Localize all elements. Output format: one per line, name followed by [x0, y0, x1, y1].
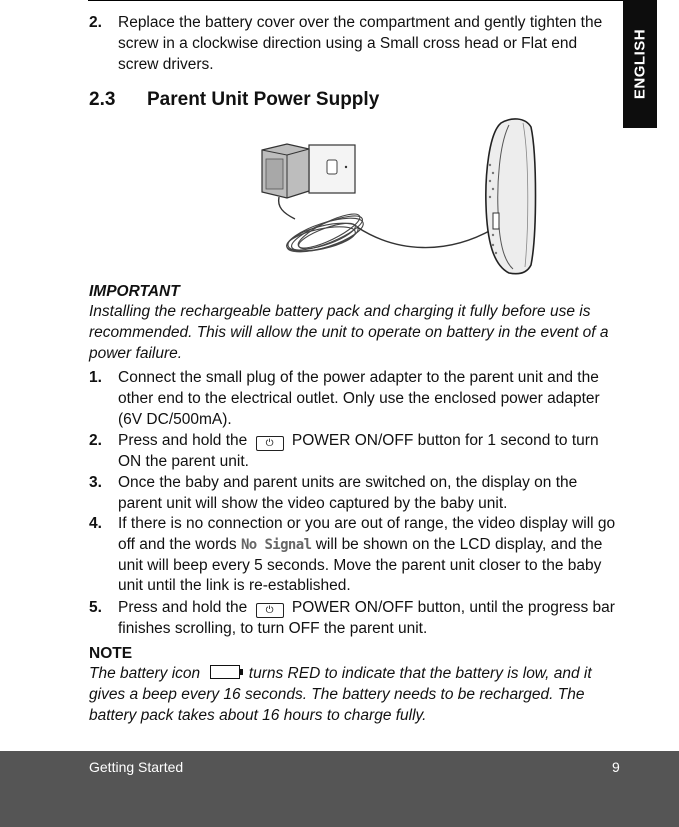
section-title: Parent Unit Power Supply [147, 89, 380, 110]
step-number: 3. [89, 474, 102, 491]
page-number: 9 [612, 759, 620, 775]
step-text-after: POWER ON/OFF button, until the progress bar finishes scrolling, to turn OFF the parent unit. [118, 599, 615, 637]
step-text: Replace the battery cover over the compartment and gently tighten the screw in a clockwise direction using a Small cross head or Flat end screw drivers. [118, 14, 603, 73]
power-button-icon: ⏻ [256, 436, 284, 451]
step-number: 2. [89, 14, 102, 31]
page-footer [0, 751, 679, 827]
top-rule [88, 0, 624, 1]
footer-section-title: Getting Started [89, 759, 184, 775]
important-label: IMPORTANT [89, 283, 180, 300]
step-text-after: POWER ON/OFF button for 1 second to turn ON the parent unit. [118, 432, 599, 470]
language-tab [623, 0, 657, 128]
step-text: Connect the small plug of the power adapter to the parent unit and the other end to the electrical outlet. Only use the enclosed power adapter (6V DC/500mA). [118, 369, 600, 428]
step-number: 5. [89, 599, 102, 616]
step-text [118, 431, 619, 473]
note-label: NOTE [89, 645, 133, 662]
list-item [89, 431, 619, 473]
list-item [89, 514, 619, 597]
step-text [118, 598, 619, 640]
step-text-before: Press and hold the [118, 599, 248, 616]
intro-step [89, 13, 619, 75]
step-number: 1. [89, 369, 102, 386]
note-text-before: The battery icon [89, 665, 201, 682]
step-text-after: will be shown on the LCD display, and the unit will beep every 5 seconds. Move the parent unit closer to the baby unit until the link is re-established. [118, 535, 603, 595]
language-tab-label: ENGLISH [631, 28, 649, 100]
section-heading [89, 89, 379, 111]
list-item [89, 598, 619, 640]
step-text-before: Press and hold the [118, 432, 248, 449]
power-button-icon: ⏻ [256, 603, 284, 618]
step-text-before: If there is no connection or you are out of range, the video display will go off and the words [118, 515, 616, 553]
note-text [89, 664, 619, 726]
step-number: 2. [89, 432, 102, 449]
step-number: 4. [89, 515, 102, 532]
list-item [89, 473, 619, 515]
note-text-after: turns RED to indicate that the battery is low, and it gives a beep every 16 seconds. The battery needs to be recharged. The battery pack takes about 16 hours to charge fully. [89, 665, 592, 724]
lcd-message: No Signal [240, 536, 312, 553]
section-number: 2.3 [89, 89, 116, 110]
step-text: Once the baby and parent units are switched on, the display on the parent unit will show the video captured by the baby unit. [118, 474, 578, 512]
important-text: Installing the rechargeable battery pack and charging it fully before use is recommended. This will allow the unit to operate on battery in the event of a power failure. [89, 303, 609, 362]
step-text [118, 514, 619, 597]
list-item [89, 368, 619, 430]
battery-icon [210, 665, 240, 679]
power-adapter-illustration [257, 115, 543, 277]
